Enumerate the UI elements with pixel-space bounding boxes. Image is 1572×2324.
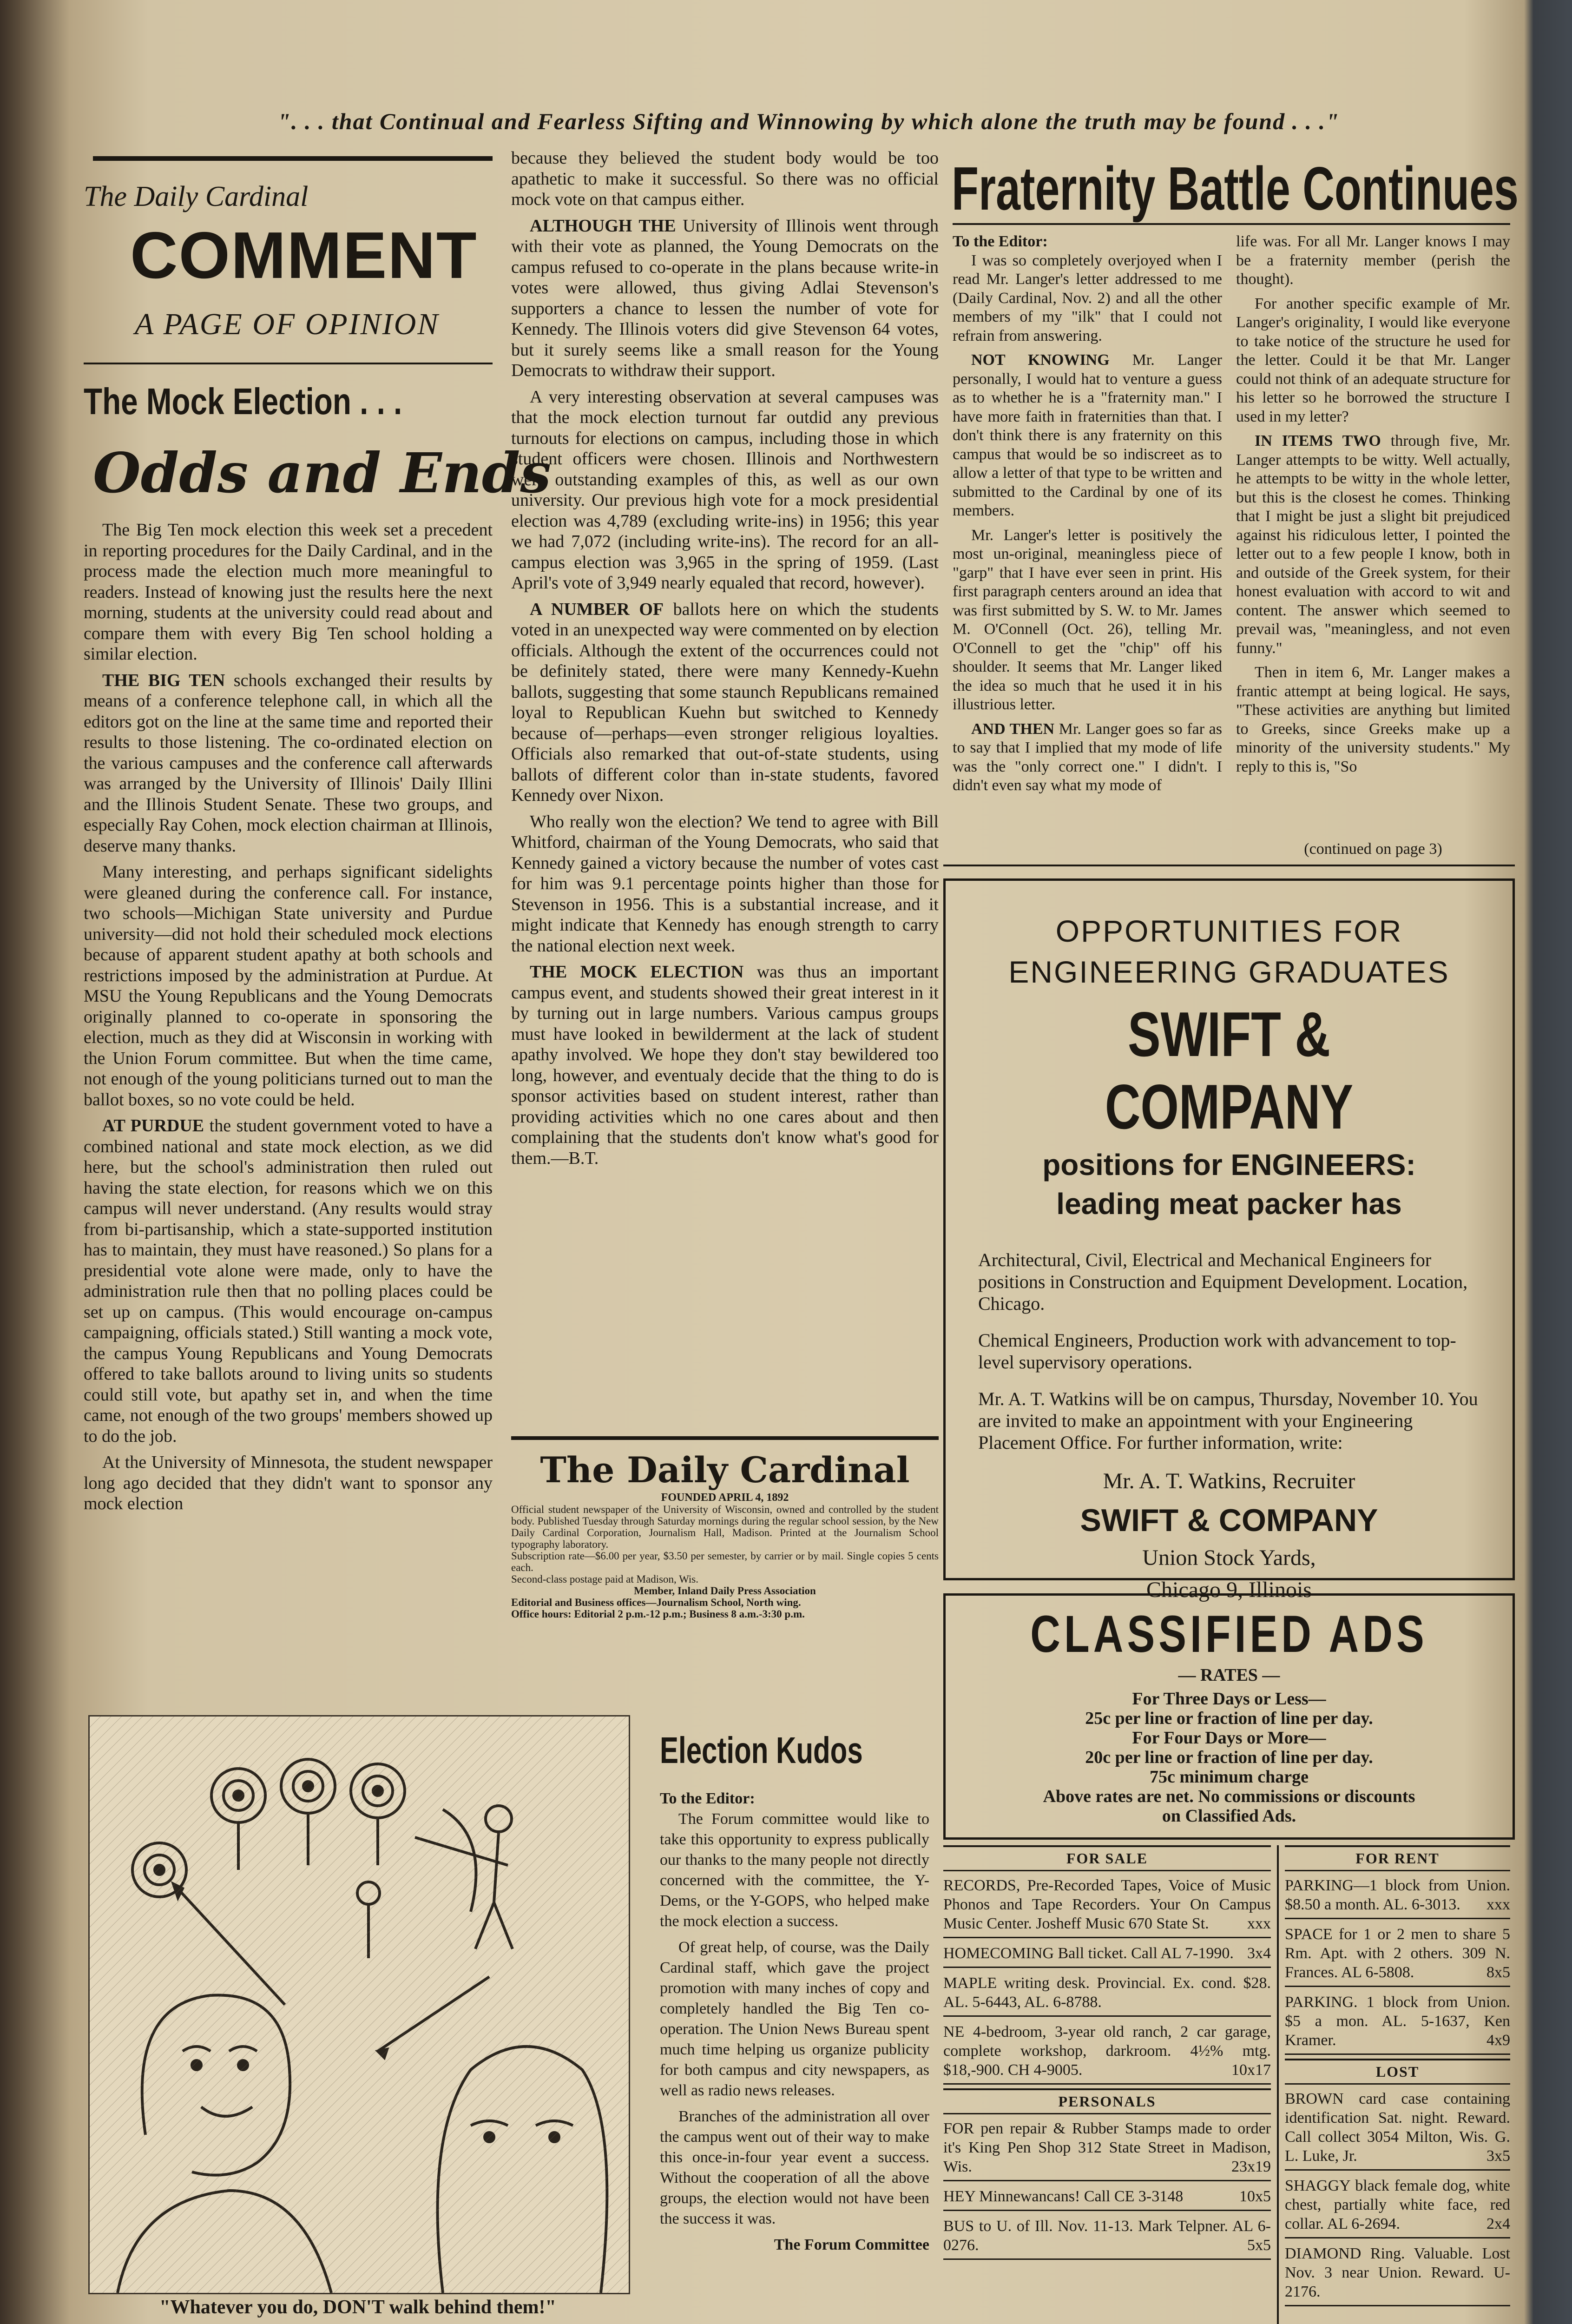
kudos-paragraph: Of great help, of course, was the Daily Cardinal staff, which gave the project promotion with many inches of copy and completely handled the Big Ten co-operation. The Union News Bureau spent much time helping us organize publicity for both campus and city newspapers, as well as radio news releases. [660,1939,929,2099]
masthead-text [511,1492,939,1620]
fraternity-title: Fraternity Battle Continues [952,154,1519,223]
rate-line: Above rates are net. No commissions or discounts [1043,1787,1415,1806]
fraternity-column-2 [1236,232,1510,837]
page-subtitle: A PAGE OF OPINION [135,307,440,341]
mock-paragraph-text: At the University of Minnesota, the student newspaper long ago decided that they didn't want to sponsor any mock election [84,1452,493,1513]
fraternity-rule [953,223,1510,225]
cartoon-drawing [90,1717,629,2293]
rate-line: For Three Days or Less— [1132,1689,1326,1709]
classified-ad-text: PARKING. 1 block from Union. $5 a mon. AL. 5-1637, Ken Kramer. [1285,1994,1510,2049]
mock-paragraph [84,670,493,857]
classified-ad-text: HEY Minnewancans! Call CE 3-3148 [943,2188,1184,2205]
fraternity-paragraph-text: through five, Mr. Langer attempts to be witty. Well actually, he attempts to be witty in the whole letter, but this is the closest he comes. Thinking that I might be just a slight bit prejudiced against his ridiculous letter, I pointed the letter out to a few people I know, both in and outside of the Greek system, for their honest evaluation with accord to wit and content. The answer which seemed to prevail was, "meaningless, and not even funny." [1236,432,1510,657]
mock-paragraph [84,520,493,665]
fraternity-continued: (continued on page 3) [1304,840,1442,858]
personals-header: PERSONALS [943,2088,1271,2114]
mock-paragraph-text: the student government voted to have a combined national and state mock election, as we did here, but the school's administration then ruled out having the state election, for reasons which we on this campus will never understand. (Any results would stray from bi-partisanship, which a state-supported institution has to maintain, they must have reasoned.) So plans for a presidential vote alone were made, only to have the administration rule then that no polling places could be set up on campus. (This would encourage on-campus campaigning, officials stated.) Still wanting a mock vote, the campus Young Republicans and Young Democrats offered to take ballots around to living units so students could still vote, but apathy set in, and when the time came, not enough of the two groups' members showed up to do the job. [84,1116,493,1446]
mock-paragraph-text: Who really won the election? We tend to agree with Bill Whitford, chairman of the Young Democrats, who said that Kennedy gained a victory because the number of votes cast for him was 9.1 percentage points higher than those for Stevenson in 1956. This is a substantial increase, and it might indicate that Kennedy has enough strength to carry the national election next week. [511,812,939,956]
mock-election-column-2 [511,148,939,1412]
swift-para-3: Mr. A. T. Watkins will be on campus, Thursday, November 10. You are invited to make an appointment with your Engineering Placement Office. For further information, write: [978,1388,1478,1453]
mock-paragraph-text: University of Illinois went through with their vote as planned, the Young Democrats on the campus refused to co-operate in the plans because write-in votes were allowed, thus giving Adlai Stevenson's supporters a chance to lessen the number of vote for Kennedy. The Illinois voters did give Stevenson 64 votes, but it surely seems like a small reason for the Young Democrats to withdraw their support. [511,216,939,380]
classified-ad [1285,2174,1510,2238]
mock-paragraph [511,148,939,210]
classified-ad-text: HOMECOMING Ball ticket. Call AL 7-1990. [943,1945,1234,1962]
classified-ad [1285,2242,1510,2306]
mock-paragraph [511,812,939,957]
classified-ad-code: xxx [1486,1896,1510,1913]
masthead-official: Official student newspaper of the University of Wisconsin, owned and controlled by the student body. Published Tuesday through Saturday mornings during the regular school session, by the New Daily Cardinal Corporation, Journalism Hall, Madison. Printed at the Journalism School typography laboratory. [511,1504,939,1550]
classified-ad-text: SPACE for 1 or 2 men to share 5 Rm. Apt. with 2 others. 309 N. Frances. AL 6-5808. [1285,1926,1510,1981]
for-sale-header: FOR SALE [943,1845,1271,1871]
header-rule-bottom [84,363,493,364]
classified-ad [1285,2087,1510,2171]
classified-ad-code: 5x5 [1247,2237,1271,2254]
classified-ad-text: SHAGGY black female dog, white chest, partially white face, red collar. AL 6-2694. [1285,2177,1510,2232]
fraternity-paragraph-lead: AND THEN [971,720,1055,738]
kudos-signature: The Forum Committee [774,2236,929,2253]
fraternity-paragraph-text: life was. For all Mr. Langer knows I may be a fraternity member (perish the thought). [1236,233,1510,288]
classified-ad [1285,1991,1510,2055]
fraternity-paragraph [953,526,1222,714]
swift-address-1: Union Stock Yards, [1142,1545,1316,1570]
classified-title: CLASSIFIED ADS [1030,1605,1428,1663]
cartoon-image [88,1715,630,2294]
motto: ". . . that Continual and Fearless Sifting and Winnowing by which alone the truth may be found . . ." [277,108,1340,134]
fraternity-paragraph-lead: NOT KNOWING [971,351,1110,369]
masthead-rule [511,1436,939,1440]
swift-address-2: Chicago 9, Illinois [1146,1578,1312,1602]
mock-paragraph-lead: ALTHOUGH THE [530,216,676,236]
mock-paragraph [511,599,939,806]
classified-ad-code: 8x5 [1486,1964,1510,1981]
rate-line: 20c per line or fraction of line per day. [1085,1748,1373,1767]
mock-paragraph-text: Many interesting, and perhaps significant sidelights were gleaned during the conference call. For instance, two schools—Michigan State university and Purdue university—did not hold their scheduled mock elections because of apparent student apathy at both schools and restrictions imposed by the administration at Purdue. At MSU the Young Republicans and the Young Democrats originally planned to co-operate in sponsoring the election, much as they did at Wisconsin in working with the Union Forum committee. But when the time came, not enough of the young politicians turned out to man the ballot boxes, so no vote could be held. [84,862,493,1109]
masthead-subscription: Subscription rate—$6.00 per year, $3.50 per semester, by carrier or by mail. Single copies 5 cents each. [511,1550,939,1573]
mock-paragraph-text: The Big Ten mock election this week set a precedent in reporting procedures for the Daily Cardinal, and in the process made the election much more meaningful to readers. Instead of knowing just the results here the next morning, students at the university could read about and compare them with every Big Ten school holding a similar election. [84,520,493,664]
swift-company: SWIFT & COMPANY [1105,999,1354,1142]
classified-ad [943,1972,1271,2017]
fraternity-paragraph-text: Mr. Langer's letter is positively the most un-original, meaningless piece of "garp" that I have ever seen in print. His first paragraph centers around an idea that was first submitted by S. W. to Mr. James M. O'Connell (Oct. 26), telling Mr. O'Connell to get the "chip" off his shoulder. It seems that Mr. Langer liked the idea so much that he used it in his illustrious letter. [953,526,1222,713]
swift-ad [943,878,1515,1602]
classified-ad-code: 10x17 [1231,2061,1271,2079]
kudos-paragraph: The Forum committee would like to take this opportunity to express publically our thanks to the many people not directly concerned with the committee, the Y-Dems, or the Y-GOPS, who helped make the mock election a success. [660,1810,929,1930]
mock-paragraph-text: was thus an important campus event, and students showed their great interest in it by turning out in large numbers. Various campus groups must have looked in bewilderment at the lack of student apathy involved. We hope they don't stay bewildered too long, however, and eventualy decide that the thing to do is sponsor activities based on student interest, rather than providing activities which no one cares about and then complaining that the students don't know what's good for them.—B.T. [511,962,939,1168]
swift-para-2: Chemical Engineers, Production work with advancement to top-level supervisory operations. [978,1330,1456,1373]
mock-election-column-1 [84,520,493,1668]
mock-paragraph [84,1452,493,1514]
rate-line: on Classified Ads. [1162,1806,1296,1826]
classified-right-column [1285,1845,1510,2310]
classified-ad-text: RECORDS, Pre-Recorded Tapes, Voice of Music Phonos and Tape Recorders. Your On Campus Music Center. Josheff Music 670 State St. [943,1877,1271,1932]
classified-ad [943,2020,1271,2085]
classified-ad [1285,1874,1510,1919]
classified-ad-text: DIAMOND Ring. Valuable. Lost Nov. 3 near Union. Reward. U-2176. [1285,2245,1510,2300]
classified-ad-code: 3x4 [1247,1945,1271,1962]
kudos-column [660,1789,929,2255]
mock-paragraph-lead: THE BIG TEN [102,670,225,690]
fraternity-paragraph [953,720,1222,795]
swift-recruiter: Mr. A. T. Watkins, Recruiter [1103,1469,1355,1493]
fraternity-paragraph-text: Mr. Langer personally, I would hat to venture a guess as to whether he is a "fraternity man." I have more faith in fraternities than that. I don't think there is any fraternity on this campus that would be so indiscreet as to allow a letter of that type to be written and submitted to the Cardinal by one of its members. [953,351,1222,519]
mock-paragraph [511,387,939,594]
classified-ad-code: 4x9 [1486,2032,1510,2049]
mock-paragraph-text: ballots here on which the students voted in an unexpected way were commented on by election officials. Although the extent of the occurrences could not be definitely stated, there were many Kennedy-Kuehn ballots, suggesting that some staunch Republicans remained loyal to Republican Kuehn but switched to Kennedy because of—perhaps—even stronger religious loyalties. Officials also remarked that out-of-state students, using ballots of different color than in-state students, favored Kennedy over Nixon. [511,599,939,805]
fraternity-paragraph-text: Then in item 6, Mr. Langer makes a frantic attempt at being logical. He says, "These activities are anything but limited to Greeks, since Greeks make up a minority of the university students." My reply to this is, "So [1236,664,1510,775]
classified-ad [943,2185,1271,2211]
classified-divider [1277,1845,1279,2324]
header-rule [93,156,493,161]
mock-paragraph-text: A very interesting observation at several campuses was that the mock election turnout far outdid any previous turnouts for elections on campus, including those in which student officers were chosen. Illinois and Northwestern were outstanding examples of this, as well as our own university. Our previous high vote for a mock presidential election was 4,789 (excluding write-ins) in 1956; this year we had 7,072 (including write-ins). The record for an all-campus election was 3,965 in the spring of 1959. (Last April's vote of 3,949 nearly equaled that record, however). [511,387,939,593]
masthead-hours: Office hours: Editorial 2 p.m.-12 p.m.; Business 8 a.m.-3:30 p.m. [511,1608,805,1620]
classified-ad-text: NE 4-bedroom, 3-year old ranch, 2 car garage, complete workshop, darkroom. 4½% mtg. $18,-900. CH 4-9005. [943,2023,1271,2079]
rate-line: 75c minimum charge [1150,1767,1309,1787]
mock-paragraph-text: because they believed the student body would be too apathetic to make it successful. So there was no official mock vote on that campus either. [511,148,939,209]
classified-ad-code: xxx [1247,1915,1271,1932]
fraternity-paragraph [953,351,1222,521]
classified-ad-text: FOR pen repair & Rubber Stamps made to order it's King Pen Shop 312 State Street in Madison, Wis. [943,2120,1271,2175]
fraternity-paragraph [953,251,1222,346]
swift-body [978,1249,1480,1453]
masthead-title: The Daily Cardinal [540,1449,910,1491]
mock-election-title: The Mock Election . . . [84,381,402,422]
classified-ad-text: PARKING—1 block from Union. $8.50 a month. AL. 6-3013. [1285,1877,1510,1913]
fraternity-paragraph [1236,295,1510,427]
masthead-founded: FOUNDED APRIL 4, 1892 [661,1492,789,1504]
lost-header: LOST [1285,2059,1510,2085]
mock-paragraph [511,962,939,1169]
classified-ad [943,1942,1271,1968]
classified-ad-text: MAPLE writing desk. Provincial. Ex. cond. $28. AL. 5-6443, AL. 6-8788. [943,1974,1271,2011]
cartoon-caption: "Whatever you do, DON'T walk behind them!" [159,2297,556,2318]
masthead-member: Member, Inland Daily Press Association [634,1585,816,1597]
fraternity-to-editor: To the Editor: [953,233,1048,250]
mock-paragraph [84,1116,493,1446]
kudos-to-editor: To the Editor: [660,1790,755,1807]
kudos-title: Election Kudos [660,1730,863,1771]
rate-line: For Four Days or More— [1132,1728,1326,1748]
classified-rates [946,1689,1513,1826]
classified-rates-header: — RATES — [1178,1665,1280,1685]
classified-left-column [943,1845,1271,2264]
swift-line-2: ENGINEERING GRADUATES [1008,955,1450,989]
fraternity-column-1 [953,232,1222,860]
fraternity-paragraph [1236,232,1510,289]
swift-company-2: SWIFT & COMPANY [1080,1503,1378,1538]
fraternity-paragraph-text: Mr. Langer goes so far as to say that I implied that my mode of life was the "only correct one." I didn't. I didn't even say what my mode of [953,720,1222,794]
classified-ad-code: 10x5 [1239,2188,1271,2205]
comment-title: COMMENT [130,218,478,292]
mock-paragraph-lead: AT PURDUE [102,1116,204,1136]
masthead-offices: Editorial and Business offices—Journalism School, North wing. [511,1597,801,1608]
comment-paper-name: The Daily Cardinal [84,181,309,212]
mock-paragraph-lead: THE MOCK ELECTION [530,962,744,982]
mock-election-subtitle: Odds and Ends [93,441,551,505]
fraternity-paragraph-lead: IN ITEMS TWO [1255,432,1381,449]
classified-ad [943,2215,1271,2260]
classified-ad [943,1874,1271,1938]
fraternity-paragraph-text: I was so completely overjoyed when I read Mr. Langer's letter addressed to me (Daily Cardinal, Nov. 2) and all the other members of my "ilk" that I could not refrain from answering. [953,251,1222,344]
classified-ad [1285,1923,1510,1987]
classified-ad-code: 23x19 [1231,2158,1271,2175]
swift-para-1: Architectural, Civil, Electrical and Mechanical Engineers for positions in Construction and Equipment Development. Location, Chicago. [978,1249,1468,1314]
swift-line-1: OPPORTUNITIES FOR [1055,914,1403,948]
mock-paragraph-text: schools exchanged their results by means of a conference telephone call, in which all the editors got on the line at the same time and reported their results to those listening. The co-ordinated election on the various campuses and the conference call afterwards was arranged by the University of Illinois' Daily Illini and the Illinois Student Senate. These two groups, and especially Ray Cohen, mock election chairman at Illinois, deserve many thanks. [84,670,493,856]
rate-line: 25c per line or fraction of line per day. [1085,1709,1373,1728]
mock-paragraph-lead: A NUMBER OF [530,599,664,619]
fraternity-paragraph [1236,432,1510,658]
classified-ad [943,2117,1271,2181]
fraternity-bottom-rule [943,865,1515,866]
kudos-paragraph: Branches of the administration all over the campus went out of their way to make this once-in-four year event a success. Without the cooperation of all the above groups, the election would not have been the success it was. [660,2108,929,2227]
classified-ad-code: 2x4 [1486,2215,1510,2232]
classified-header-box [943,1593,1515,1840]
classified-ad-text: BROWN card case containing identification Sat. night. Reward. Call collect 3054 Milton, Wis. G. L. Luke, Jr. [1285,2090,1510,2165]
mock-paragraph [511,216,939,381]
mock-paragraph [84,862,493,1110]
swift-line-3: positions for ENGINEERS: [1042,1148,1416,1182]
fraternity-paragraph [1236,663,1510,776]
classified-ad-code: 3x5 [1486,2147,1510,2165]
masthead-postage: Second-class postage paid at Madison, Wis. [511,1573,698,1585]
classified-ad-text: BUS to U. of Ill. Nov. 11-13. Mark Telpner. AL 6-0276. [943,2218,1271,2254]
for-rent-header: FOR RENT [1285,1845,1510,1871]
fraternity-paragraph-text: For another specific example of Mr. Langer's originality, I would like everyone to take notice of the structure he used for the letter. Could it be that Mr. Langer could not think of an adequate structure for his letter so he borrowed the structure I used in my letter? [1236,295,1510,425]
swift-line-4: leading meat packer has [1056,1187,1402,1221]
